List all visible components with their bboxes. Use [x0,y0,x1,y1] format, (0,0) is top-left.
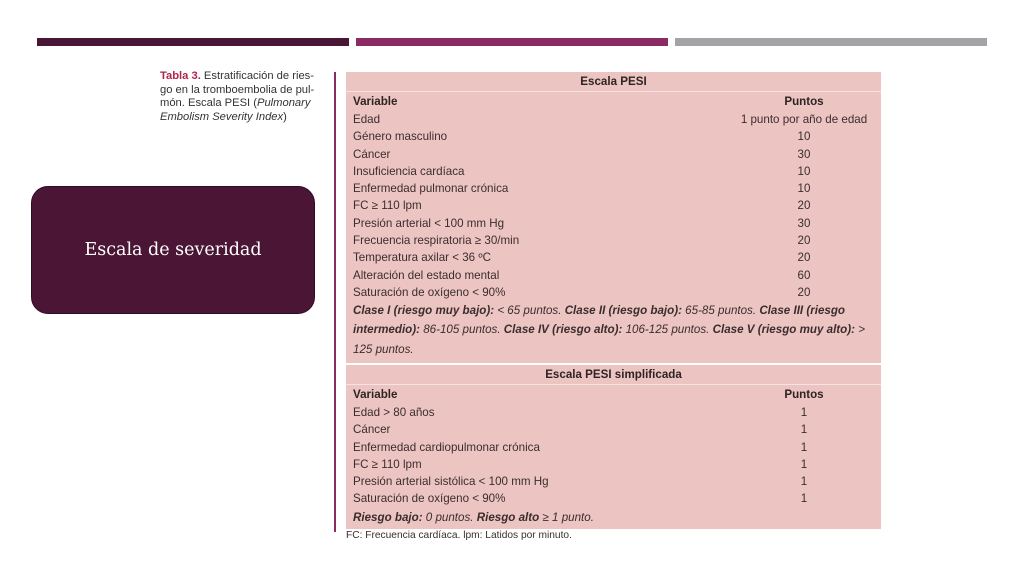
class-range: 65-85 puntos. [681,304,760,318]
pesi-col-variable: Variable [353,95,398,108]
pesi-simplified-title: Escala PESI simplificada [346,365,881,385]
row-variable: Insuficiencia cardíaca [353,164,465,178]
table-caption [160,70,330,124]
row-points: 60 [797,268,811,282]
pesi-simplified-risk-legend [346,508,881,527]
pesi-class-legend [346,301,881,359]
table-row [346,473,881,490]
pesi-simplified-table [346,365,881,529]
row-variable: Alteración del estado mental [353,268,500,282]
caption-line3: món. Escala PESI ( [160,97,257,109]
header-bar-magenta [356,38,668,46]
table-row [346,163,881,180]
row-variable: Presión arterial sistólica < 100 mm Hg [353,475,549,489]
caption-line2: go en la tromboembolia de pul- [160,83,315,96]
row-points: 1 [800,492,808,506]
pesi-simplified-column-headers [346,385,881,404]
table-row [346,111,881,128]
pesi-simplified-col-points: Puntos [784,388,824,401]
risk-label: Riesgo alto [476,510,540,524]
table-row [346,284,881,301]
row-points: 10 [797,164,811,178]
table-footnote: FC: Frecuencia cardíaca. lpm: Latidos por minuto. [346,530,572,541]
class-label: Clase IV (riesgo alto): [503,323,623,337]
caption-line4-suffix: ) [283,110,287,123]
row-points: 1 [800,475,808,489]
row-points: 20 [797,251,811,265]
pesi-column-headers [346,92,881,111]
row-variable: Frecuencia respiratoria ≥ 30/min [353,234,520,248]
callout-text: Escala de severidad [84,240,262,260]
class-range: < 65 puntos. [494,304,565,318]
table-row [346,456,881,473]
table-row [346,146,881,163]
table-row [346,439,881,456]
table-row [346,249,881,266]
class-range: 106-125 puntos. [622,323,713,337]
table-row [346,215,881,232]
row-variable: FC ≥ 110 lpm [353,199,422,213]
row-points: 30 [797,216,811,230]
pesi-table-title: Escala PESI [346,72,881,92]
row-points: 20 [797,234,811,248]
row-variable: Enfermedad pulmonar crónica [353,182,509,196]
class-label: Clase I (riesgo muy bajo): [353,304,495,318]
risk-label: Riesgo bajo: [353,510,423,524]
risk-value: 0 puntos. [422,510,477,524]
caption-label: Tabla 3. [160,70,201,82]
row-points: 1 [800,406,808,419]
row-points: 20 [797,199,811,213]
row-variable: Cáncer [353,423,391,437]
table-row [346,197,881,214]
pesi-simplified-rows [346,404,881,508]
table-row [346,421,881,438]
table-row [346,490,881,507]
pesi-table [346,72,881,363]
class-range: > 125 puntos. [353,323,865,356]
table-row [346,180,881,197]
table-row [346,128,881,145]
row-points: 1 punto por año de edad [740,113,868,126]
row-variable: Temperatura axilar < 36 ºC [353,251,491,265]
caption-line4-italic: Embolism Severity Index [160,110,284,123]
pesi-col-points: Puntos [784,95,824,108]
header-bar-gray [675,38,987,46]
row-variable: Edad [353,113,381,126]
caption-line3-italic: Pulmonary [257,97,311,109]
row-points: 10 [797,130,811,144]
row-variable: Presión arterial < 100 mm Hg [353,216,505,230]
header-bar-dark [37,38,349,46]
table-row [346,267,881,284]
row-variable: Enfermedad cardiopulmonar crónica [353,440,540,454]
risk-value: ≥ 1 punto. [539,510,594,524]
row-points: 20 [797,285,811,299]
severity-callout-box [31,186,315,314]
row-points: 10 [797,182,811,196]
class-label: Clase II (riesgo bajo): [564,304,682,318]
row-points: 1 [800,440,808,454]
row-points: 1 [800,457,808,471]
row-variable: Saturación de oxígeno < 90% [353,492,506,506]
pesi-simplified-col-variable: Variable [353,388,398,401]
row-points: 1 [800,423,808,437]
row-variable: Saturación de oxígeno < 90% [353,285,506,299]
caption-line1: Estratificación de ries- [200,70,314,82]
row-variable: Edad > 80 años [353,406,435,419]
class-range: 86-105 puntos. [420,323,504,337]
row-variable: Género masculino [353,130,448,144]
row-points: 30 [797,147,811,161]
table-row [346,232,881,249]
class-label: Clase V (riesgo muy alto): [712,323,855,337]
row-variable: FC ≥ 110 lpm [353,457,422,471]
table-row [346,404,881,421]
table-left-rule [334,72,336,532]
pesi-rows [346,111,881,301]
row-variable: Cáncer [353,147,391,161]
class-label: Clase III (riesgo intermedio): [353,304,846,337]
